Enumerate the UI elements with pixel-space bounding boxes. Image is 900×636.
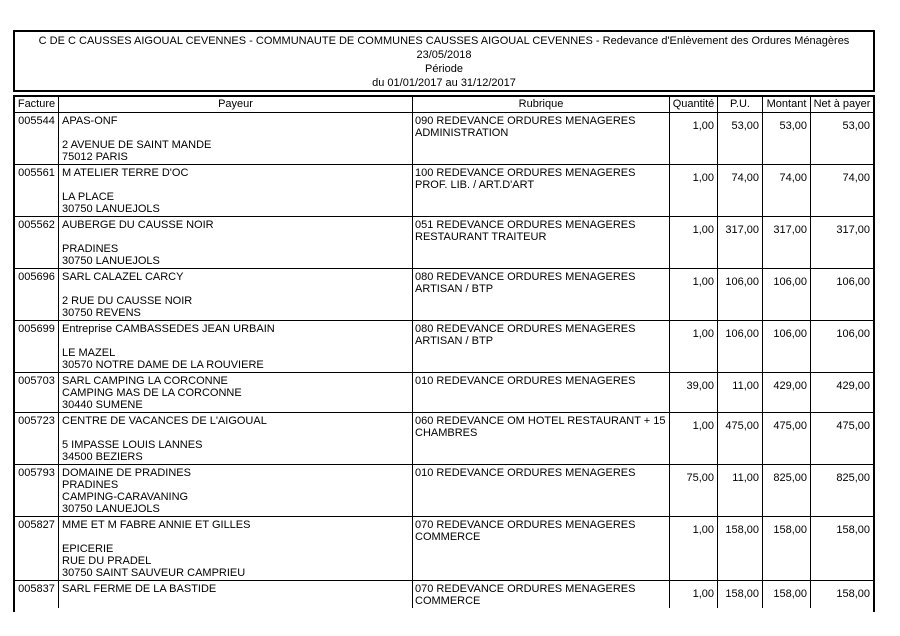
- amount-cell: 158,00: [763, 581, 811, 608]
- amount-cell: 825,00: [763, 465, 811, 516]
- invoice-number-cell: 005793: [15, 465, 59, 516]
- unit-price-cell: 74,00: [718, 165, 763, 216]
- column-header-montant: Montant: [763, 97, 811, 112]
- net-payable-cell: 106,00: [836, 276, 870, 288]
- payer-line: 30750 LANUEJOLS: [62, 203, 160, 215]
- net-payable-cell: 106,00: [836, 328, 870, 340]
- quantity-cell: 1,00: [670, 165, 718, 216]
- payer-line: 30750 REVENS: [62, 307, 141, 319]
- column-header-payeur: Payeur: [59, 97, 413, 112]
- payer-line: [62, 127, 409, 139]
- rubric-cell: 070 REDEVANCE ORDURES MENAGERES COMMERCE: [413, 517, 670, 580]
- invoice-number-cell: 005561: [15, 165, 59, 216]
- payer-line: [62, 427, 409, 439]
- amount-cell: 158,00: [763, 517, 811, 580]
- invoice-number-cell: 005544: [15, 113, 59, 164]
- invoice-number-cell: 005827: [15, 517, 59, 580]
- rubric-cell: 070 REDEVANCE ORDURES MENAGERES COMMERCE: [413, 581, 670, 608]
- quantity-cell: 75,00: [670, 465, 718, 516]
- payer-line: 2 RUE DU CAUSSE NOIR: [62, 295, 193, 307]
- net-payable-cell: 74,00: [842, 172, 870, 184]
- table-row: [15, 465, 873, 517]
- payer-line: 75012 PARIS: [62, 151, 128, 163]
- column-header-rubrique: Rubrique: [413, 97, 670, 112]
- payer-cell: [59, 413, 413, 464]
- unit-price-cell: 106,00: [718, 269, 763, 320]
- payer-line: EPICERIE: [62, 543, 114, 555]
- amount-cell: 74,00: [763, 165, 811, 216]
- payer-cell: [59, 217, 413, 268]
- payer-line: 2 AVENUE DE SAINT MANDE: [62, 139, 212, 151]
- unit-price-cell: 106,00: [718, 321, 763, 372]
- rubric-cell: 010 REDEVANCE ORDURES MENAGERES: [413, 373, 670, 412]
- document-title: C DE C CAUSSES AIGOUAL CEVENNES - COMMUNAUTE DE COMMUNES CAUSSES AIGOUAL CEVENNES - Redevance d'Enlèvement des Ordures Ménagères: [38, 35, 850, 47]
- amount-cell: 317,00: [763, 217, 811, 268]
- payer-line: SARL CAMPING LA CORCONNE: [62, 375, 228, 387]
- rubric-cell: 051 REDEVANCE ORDURES MENAGERES RESTAURANT TRAITEUR: [413, 217, 670, 268]
- quantity-cell: 1,00: [670, 269, 718, 320]
- unit-price-cell: 11,00: [718, 373, 763, 412]
- payer-line: 30750 LANUEJOLS: [62, 255, 160, 267]
- invoice-table: [13, 95, 875, 612]
- amount-cell: 53,00: [763, 113, 811, 164]
- payer-cell: [59, 517, 413, 580]
- column-header-quantite: Quantité: [670, 97, 718, 112]
- period-label: Période: [425, 63, 463, 75]
- rubric-cell: 080 REDEVANCE ORDURES MENAGERES ARTISAN / BTP: [413, 269, 670, 320]
- payer-line: MME ET M FABRE ANNIE ET GILLES: [62, 519, 251, 531]
- net-payable-cell: 53,00: [842, 120, 870, 132]
- invoice-number-cell: 005696: [15, 269, 59, 320]
- payer-cell: [59, 165, 413, 216]
- payer-cell: [59, 465, 413, 516]
- document-date: 23/05/2018: [416, 49, 472, 61]
- payer-line: PRADINES: [62, 243, 119, 255]
- quantity-cell: 1,00: [670, 517, 718, 580]
- payer-line: APAS-ONF: [62, 115, 118, 127]
- table-row: [15, 113, 873, 165]
- unit-price-cell: 475,00: [718, 413, 763, 464]
- rubric-cell: 080 REDEVANCE ORDURES MENAGERES ARTISAN / BTP: [413, 321, 670, 372]
- column-header-pu: P.U.: [718, 97, 763, 112]
- rubric-cell: 100 REDEVANCE ORDURES MENAGERES PROF. LIB. / ART.D'ART: [413, 165, 670, 216]
- payer-line: 34500 BEZIERS: [62, 451, 143, 463]
- rubric-cell: 060 REDEVANCE OM HOTEL RESTAURANT + 15 CHAMBRES: [413, 413, 670, 464]
- table-row: [15, 217, 873, 269]
- payer-line: 30750 SAINT SAUVEUR CAMPRIEU: [62, 567, 246, 579]
- payer-line: [62, 531, 409, 543]
- net-payable-cell: 825,00: [836, 472, 870, 484]
- payer-line: RUE DU PRADEL: [62, 555, 152, 567]
- net-payable-cell: 429,00: [836, 380, 870, 392]
- payer-line: AUBERGE DU CAUSSE NOIR: [62, 219, 214, 231]
- column-header-net-a-payer: Net à payer: [813, 98, 871, 110]
- period-range: du 01/01/2017 au 31/12/2017: [372, 77, 516, 89]
- quantity-cell: 1,00: [670, 113, 718, 164]
- payer-line: M ATELIER TERRE D'OC: [62, 167, 189, 179]
- payer-cell: [59, 373, 413, 412]
- payer-cell: [59, 581, 413, 608]
- payer-line: 30750 LANUEJOLS: [62, 503, 160, 515]
- column-header-facture: Facture: [15, 97, 59, 112]
- unit-price-cell: 317,00: [718, 217, 763, 268]
- table-header-row: [15, 97, 873, 113]
- rubric-cell: 010 REDEVANCE ORDURES MENAGERES: [413, 465, 670, 516]
- payer-line: CAMPING MAS DE LA CORCONNE: [62, 387, 242, 399]
- quantity-cell: 1,00: [670, 321, 718, 372]
- table-row: [15, 165, 873, 217]
- quantity-cell: 1,00: [670, 413, 718, 464]
- net-payable-cell: 317,00: [836, 224, 870, 236]
- unit-price-cell: 158,00: [718, 517, 763, 580]
- payer-line: [62, 231, 409, 243]
- table-row: [15, 581, 873, 608]
- invoice-number-cell: 005837: [15, 581, 59, 608]
- quantity-cell: 39,00: [670, 373, 718, 412]
- quantity-cell: 1,00: [670, 581, 718, 608]
- table-body: [15, 113, 873, 608]
- net-payable-cell: 158,00: [836, 524, 870, 536]
- payer-line: SARL FERME DE LA BASTIDE: [62, 583, 217, 595]
- payer-line: LA PLACE: [62, 191, 114, 203]
- payer-cell: [59, 113, 413, 164]
- quantity-cell: 1,00: [670, 217, 718, 268]
- amount-cell: 429,00: [763, 373, 811, 412]
- unit-price-cell: 11,00: [718, 465, 763, 516]
- amount-cell: 475,00: [763, 413, 811, 464]
- payer-line: [62, 283, 409, 295]
- payer-cell: [59, 269, 413, 320]
- invoice-number-cell: 005723: [15, 413, 59, 464]
- payer-line: Entreprise CAMBASSEDES JEAN URBAIN: [62, 323, 275, 335]
- table-row: [15, 321, 873, 373]
- payer-line: LE MAZEL: [62, 347, 116, 359]
- payer-line: CAMPING-CARAVANING: [62, 491, 189, 503]
- table-row: [15, 269, 873, 321]
- payer-line: 5 IMPASSE LOUIS LANNES: [62, 439, 203, 451]
- invoice-number-cell: 005703: [15, 373, 59, 412]
- payer-line: 30570 NOTRE DAME DE LA ROUVIERE: [62, 359, 264, 371]
- unit-price-cell: 53,00: [718, 113, 763, 164]
- payer-line: [62, 335, 409, 347]
- invoice-number-cell: 005562: [15, 217, 59, 268]
- net-payable-cell: 158,00: [836, 588, 870, 600]
- rubric-cell: 090 REDEVANCE ORDURES MENAGERES ADMINISTRATION: [413, 113, 670, 164]
- invoice-number-cell: 005699: [15, 321, 59, 372]
- payer-line: DOMAINE DE PRADINES: [62, 467, 191, 479]
- table-row: [15, 373, 873, 413]
- net-payable-cell: 475,00: [836, 420, 870, 432]
- unit-price-cell: 158,00: [718, 581, 763, 608]
- document-header: [13, 30, 875, 92]
- amount-cell: 106,00: [763, 269, 811, 320]
- table-row: [15, 413, 873, 465]
- payer-line: [62, 179, 409, 191]
- payer-line: PRADINES: [62, 479, 119, 491]
- amount-cell: 106,00: [763, 321, 811, 372]
- payer-line: SARL CALAZEL CARCY: [62, 271, 184, 283]
- payer-line: 30440 SUMENE: [62, 399, 143, 411]
- payer-cell: [59, 321, 413, 372]
- table-row: [15, 517, 873, 581]
- payer-line: CENTRE DE VACANCES DE L'AIGOUAL: [62, 415, 267, 427]
